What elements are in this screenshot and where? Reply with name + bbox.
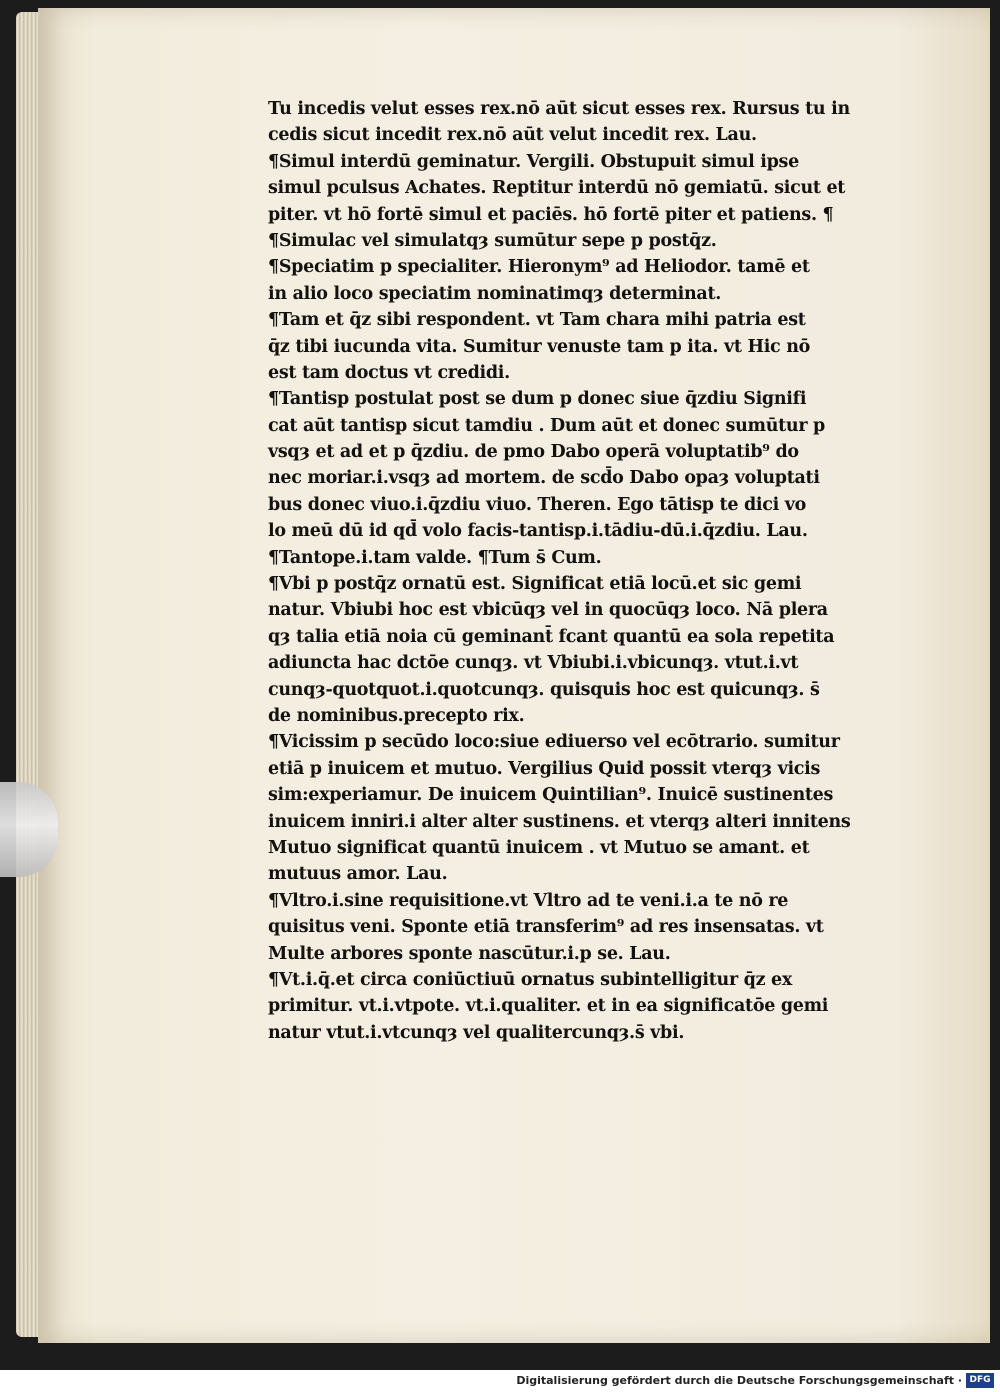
text-line: ¶Tam et q̄z sibi respondent. vt Tam chara mihi patria est (268, 310, 806, 331)
footer-bar (0, 1370, 1000, 1392)
text-line: lo meū dū id qd̄ volo facis-tantisp.i.tādiu-dū.i.q̄zdiu. Lau. (268, 521, 808, 542)
text-line: ¶Vicissim p secūdo loco:siue ediuerso vel ecōtrario. sumitur (268, 732, 840, 753)
blackletter-text-block (268, 96, 888, 1046)
text-line: Tu incedis velut esses rex.nō aūt sicut esses rex. Rursus tu in (268, 99, 850, 119)
text-line: cunqȝ-quotquot.i.quotcunqȝ. quisquis hoc est quicunqȝ. s̄ (268, 679, 820, 700)
text-line: est tam doctus vt credidi. (268, 362, 510, 383)
text-line: qȝ talia etiā noia cū geminant̄ fcant quantū ea sola repetita (268, 626, 835, 647)
text-line: ¶Simul interdū geminatur. Vergili. Obstupuit simul ipse (268, 151, 799, 172)
text-line: ¶Vt.i.q̄.et circa coniūctiuū ornatus subintelligitur q̄z ex (268, 969, 793, 990)
text-line: in alio loco speciatim nominatimqȝ determinat. (268, 283, 722, 304)
text-line: Multe arbores sponte nascūtur.i.p se. Lau. (268, 943, 671, 964)
text-line: bus donec viuo.i.q̄zdiu viuo. Theren. Ego tātisp te dici vo (268, 494, 806, 515)
text-line: piter. vt hō fortē simul et paciēs. hō fortē piter et patiens. ¶ (268, 204, 834, 225)
text-line: mutuus amor. Lau. (268, 864, 448, 885)
text-line: nec moriar.i.vsqȝ ad mortem. de scd̄o Dabo opaȝ voluptati (268, 468, 820, 489)
text-line: ¶Vbi p postq̄z ornatū est. Significat etiā locū.et sic gemi (268, 574, 802, 595)
text-line: sim:experiamur. De inuicem Quintilian⁹. Inuicē sustinentes (268, 785, 834, 806)
text-line: ¶Speciatim p specialiter. Hieronym⁹ ad Heliodor. tamē et (268, 257, 810, 278)
text-line: ¶Tantope.i.tam valde. ¶Tum s̄ Cum. (268, 547, 602, 568)
text-line: vsqȝ et ad et p q̄zdiu. de pmo Dabo operā voluptatib⁹ do (268, 442, 799, 463)
text-line: quisitus veni. Sponte etiā transferim⁹ ad res insensatas. vt (268, 917, 824, 938)
text-line: cedis sicut incedit rex.nō aūt velut incedit rex. Lau. (268, 125, 757, 146)
text-line: ¶Tantisp postulat post se dum p donec siue q̄zdiu Signifi (268, 389, 807, 410)
text-line: etiā p inuicem et mutuo. Vergilius Quid possit vterqȝ vicis (268, 758, 821, 779)
text-line: natur vtut.i.vtcunqȝ vel qualitercunqȝ.s̄ vbi. (268, 1022, 685, 1043)
text-line: natur. Vbiubi hoc est vbicūqȝ vel in quocūqȝ loco. Nā plera (268, 600, 828, 621)
text-line: cat aūt tantisp sicut tamdiu . Dum aūt et donec sumūtur p (268, 415, 825, 436)
text-line: de nominibus.precepto rix. (268, 705, 525, 726)
text-line: ¶Simulac vel simulatqȝ sumūtur sepe p postq̄z. (268, 230, 717, 251)
digitization-credit: Digitalisierung gefördert durch die Deutsche Forschungsgemeinschaft · (516, 1374, 962, 1387)
text-line: Mutuo significat quantū inuicem . vt Mutuo se amant. et (268, 837, 810, 858)
text-line: ¶Vltro.i.sine requisitione.vt Vltro ad te veni.i.a te nō re (268, 890, 789, 911)
dfg-logo: DFG (966, 1373, 994, 1388)
text-line: adiuncta hac dctōe cunqȝ. vt Vbiubi.i.vbicunqȝ. vtut.i.vt (268, 653, 799, 674)
text-line: simul pculsus Achates. Reptitur interdū nō gemiatū. sicut et (268, 178, 846, 199)
text-line: primitur. vt.i.vtpote. vt.i.qualiter. et in ea significatōe gemi (268, 996, 829, 1017)
text-line: inuicem inniri.i alter alter sustinens. et vterqȝ alteri innitens (268, 811, 851, 832)
text-line: q̄z tibi iucunda vita. Sumitur venuste tam p ita. vt Hic nō (268, 336, 810, 357)
